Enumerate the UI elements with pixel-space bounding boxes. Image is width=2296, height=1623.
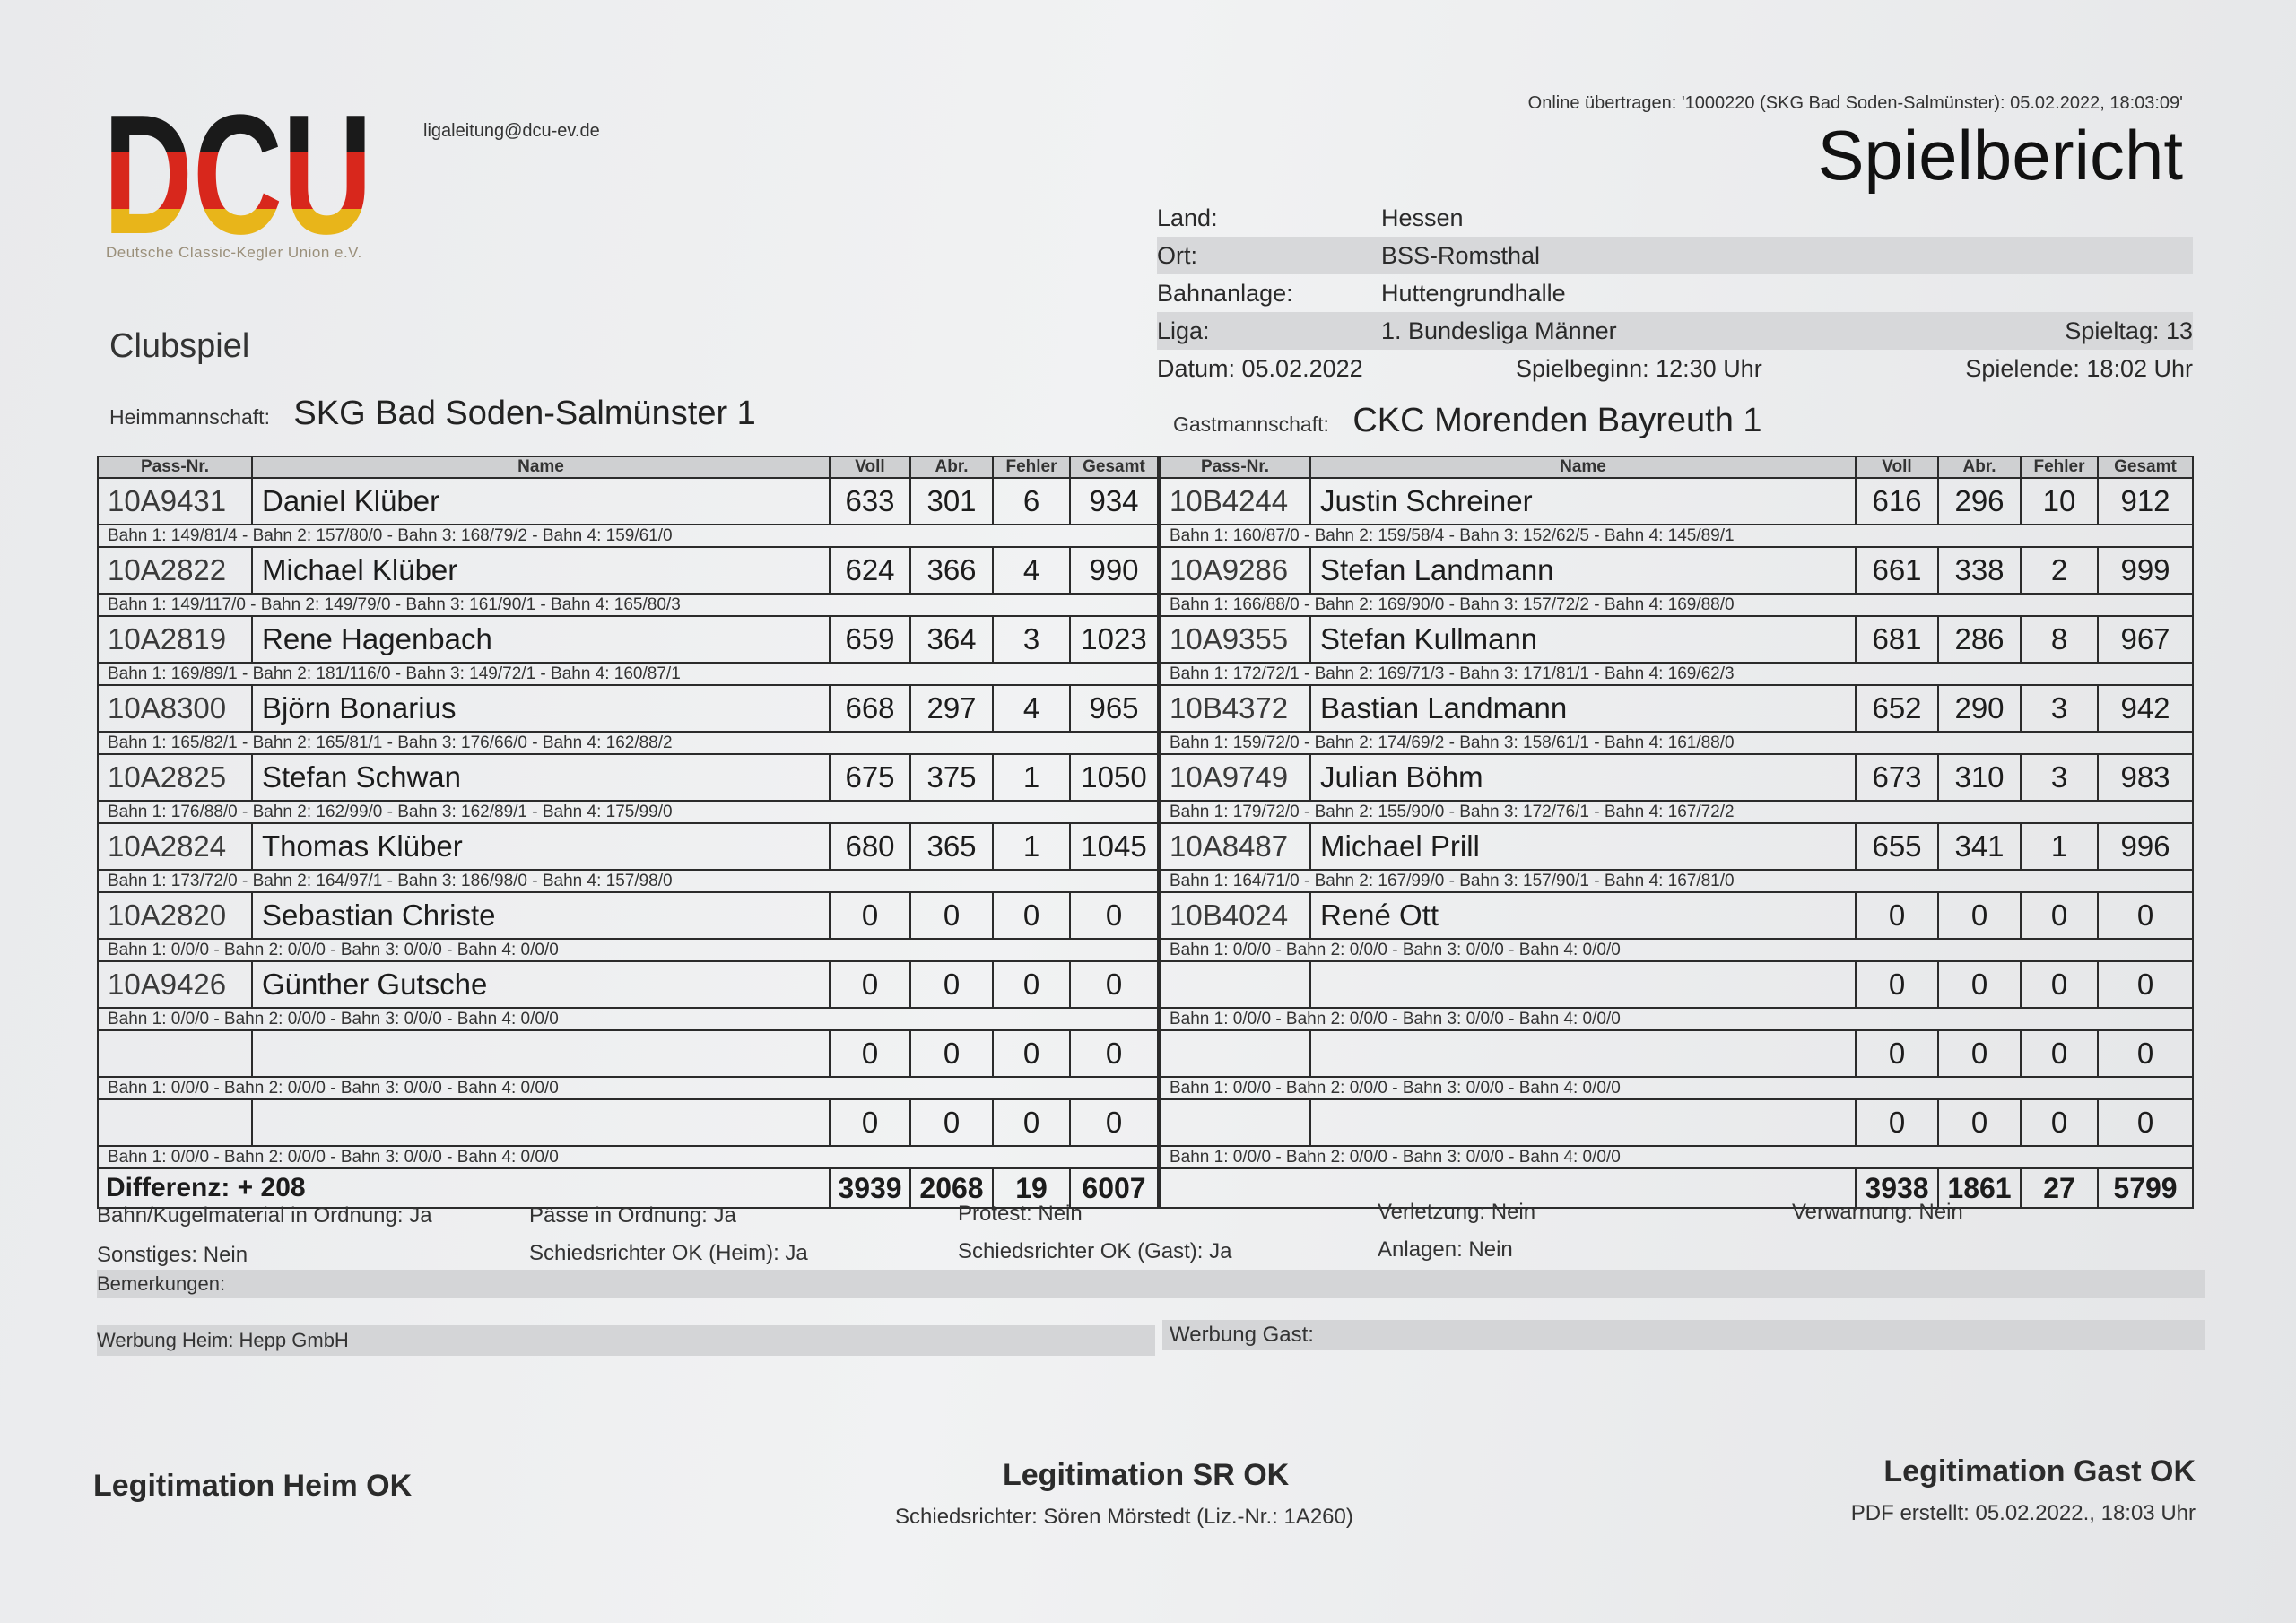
player-bahn-detail: Bahn 1: 0/0/0 - Bahn 2: 0/0/0 - Bahn 3: 0/0/0 - Bahn 4: 0/0/0 [98, 1008, 1158, 1030]
player-abr: 301 [910, 478, 993, 525]
guest-bahn-row [1160, 801, 2193, 823]
datum: Datum: 05.02.2022 [1157, 355, 1363, 382]
player-name: Daniel Klüber [252, 478, 830, 525]
col-voll: Voll [830, 456, 910, 478]
home-player-row [98, 478, 1158, 525]
player-pass-nr [98, 1030, 252, 1077]
guest-player-row [1160, 754, 2193, 801]
player-voll: 0 [1856, 961, 1938, 1008]
player-fehler: 0 [993, 1030, 1070, 1077]
player-fehler: 3 [2021, 685, 2098, 732]
player-pass-nr [1160, 1030, 1310, 1077]
guest-team-header [1173, 402, 1762, 440]
flag-protest: Protest: Nein [958, 1202, 1083, 1226]
player-name: Michael Prill [1310, 823, 1856, 870]
player-name: Justin Schreiner [1310, 478, 1856, 525]
info-row-ort [1157, 237, 2193, 274]
player-gesamt: 1050 [1070, 754, 1158, 801]
col-abr: Abr. [1938, 456, 2021, 478]
player-bahn-detail: Bahn 1: 172/72/1 - Bahn 2: 169/71/3 - Bahn 3: 171/81/1 - Bahn 4: 169/62/3 [1160, 663, 2193, 685]
player-fehler: 10 [2021, 478, 2098, 525]
player-abr: 341 [1938, 823, 2021, 870]
flag-sr-gast: Schiedsrichter OK (Gast): Ja [958, 1239, 1232, 1263]
pdf-created: PDF erstellt: 05.02.2022., 18:03 Uhr [1850, 1501, 2196, 1525]
home-sum-fehler: 19 [993, 1168, 1070, 1208]
player-pass-nr: 10A8487 [1160, 823, 1310, 870]
werbung-gast: Werbung Gast: [1162, 1320, 2205, 1350]
schiedsrichter: Schiedsrichter: Sören Mörstedt (Liz.-Nr.: 1A260) [895, 1505, 1353, 1529]
player-pass-nr [98, 1099, 252, 1146]
player-gesamt: 1045 [1070, 823, 1158, 870]
player-abr: 290 [1938, 685, 2021, 732]
player-gesamt: 0 [1070, 1099, 1158, 1146]
info-row-datum [1157, 350, 2193, 387]
home-bahn-row [98, 1146, 1158, 1168]
player-fehler: 0 [2021, 892, 2098, 939]
werbung-heim: Werbung Heim: Hepp GmbH [97, 1325, 1155, 1356]
player-gesamt: 0 [1070, 892, 1158, 939]
home-bahn-row [98, 939, 1158, 961]
land-label: Land: [1157, 204, 1218, 231]
guest-player-row [1160, 1099, 2193, 1146]
legitimation-gast: Legitimation Gast OK [1883, 1454, 2196, 1488]
home-sum-gesamt: 6007 [1070, 1168, 1158, 1208]
home-player-row [98, 892, 1158, 939]
home-bahn-row [98, 1008, 1158, 1030]
player-bahn-detail: Bahn 1: 179/72/0 - Bahn 2: 155/90/0 - Bahn 3: 172/76/1 - Bahn 4: 167/72/2 [1160, 801, 2193, 823]
player-voll: 0 [830, 1030, 910, 1077]
info-row-bahnanlage [1157, 274, 2193, 312]
player-voll: 0 [1856, 1099, 1938, 1146]
legitimation-heim: Legitimation Heim OK [93, 1469, 413, 1503]
player-voll: 661 [1856, 547, 1938, 594]
player-abr: 0 [1938, 1099, 2021, 1146]
player-bahn-detail: Bahn 1: 0/0/0 - Bahn 2: 0/0/0 - Bahn 3: 0/0/0 - Bahn 4: 0/0/0 [98, 1146, 1158, 1168]
guest-bahn-row [1160, 525, 2193, 547]
player-gesamt: 0 [2098, 892, 2193, 939]
home-bahn-row [98, 732, 1158, 754]
player-abr: 0 [910, 892, 993, 939]
legitimation-sr: Legitimation SR OK [1003, 1458, 1290, 1492]
player-name [1310, 961, 1856, 1008]
difference: Differenz: + 208 [98, 1168, 830, 1208]
player-pass-nr: 10A2820 [98, 892, 252, 939]
player-bahn-detail: Bahn 1: 0/0/0 - Bahn 2: 0/0/0 - Bahn 3: 0/0/0 - Bahn 4: 0/0/0 [1160, 1146, 2193, 1168]
player-fehler: 0 [2021, 961, 2098, 1008]
player-bahn-detail: Bahn 1: 166/88/0 - Bahn 2: 169/90/0 - Bahn 3: 157/72/2 - Bahn 4: 169/88/0 [1160, 594, 2193, 616]
home-bahn-row [98, 525, 1158, 547]
bahnanlage-value: Huttengrundhalle [1381, 280, 1566, 307]
player-fehler: 3 [2021, 754, 2098, 801]
col-gesamt: Gesamt [1070, 456, 1158, 478]
player-gesamt: 0 [2098, 1030, 2193, 1077]
home-player-row [98, 685, 1158, 732]
player-gesamt: 0 [1070, 961, 1158, 1008]
bahnanlage-label: Bahnanlage: [1157, 280, 1293, 307]
player-bahn-detail: Bahn 1: 0/0/0 - Bahn 2: 0/0/0 - Bahn 3: 0/0/0 - Bahn 4: 0/0/0 [1160, 1008, 2193, 1030]
player-fehler: 8 [2021, 616, 2098, 663]
home-bahn-row [98, 594, 1158, 616]
player-voll: 624 [830, 547, 910, 594]
player-voll: 0 [1856, 892, 1938, 939]
home-table-header [98, 456, 1158, 478]
home-bahn-row [98, 1077, 1158, 1099]
player-voll: 680 [830, 823, 910, 870]
liga-label: Liga: [1157, 317, 1210, 344]
player-name [252, 1099, 830, 1146]
player-voll: 0 [830, 1099, 910, 1146]
player-abr: 286 [1938, 616, 2021, 663]
player-gesamt: 934 [1070, 478, 1158, 525]
player-abr: 365 [910, 823, 993, 870]
player-gesamt: 1023 [1070, 616, 1158, 663]
player-voll: 659 [830, 616, 910, 663]
player-name: Rene Hagenbach [252, 616, 830, 663]
col-pass: Pass-Nr. [98, 456, 252, 478]
home-player-row [98, 616, 1158, 663]
player-gesamt: 999 [2098, 547, 2193, 594]
player-gesamt: 996 [2098, 823, 2193, 870]
player-voll: 633 [830, 478, 910, 525]
player-pass-nr: 10A9431 [98, 478, 252, 525]
player-name: Thomas Klüber [252, 823, 830, 870]
guest-player-row [1160, 685, 2193, 732]
guest-sum-abr: 1861 [1938, 1168, 2021, 1208]
player-abr: 0 [1938, 892, 2021, 939]
home-player-row [98, 961, 1158, 1008]
player-gesamt: 942 [2098, 685, 2193, 732]
player-pass-nr: 10A2819 [98, 616, 252, 663]
guest-sum-voll: 3938 [1856, 1168, 1938, 1208]
player-bahn-detail: Bahn 1: 165/82/1 - Bahn 2: 165/81/1 - Bahn 3: 176/66/0 - Bahn 4: 162/88/2 [98, 732, 1158, 754]
col-fehler: Fehler [993, 456, 1070, 478]
guest-bahn-row [1160, 870, 2193, 892]
player-fehler: 2 [2021, 547, 2098, 594]
player-pass-nr [1160, 961, 1310, 1008]
player-voll: 681 [1856, 616, 1938, 663]
player-pass-nr: 10A2825 [98, 754, 252, 801]
online-transmit-note: Online übertragen: '1000220 (SKG Bad Soden-Salmünster): 05.02.2022, 18:03:09' [1527, 93, 2183, 113]
match-info [1157, 199, 2193, 387]
guest-player-row [1160, 547, 2193, 594]
player-voll: 0 [830, 892, 910, 939]
player-abr: 296 [1938, 478, 2021, 525]
guest-sum-gesamt: 5799 [2098, 1168, 2193, 1208]
spieltag: Spieltag: 13 [2065, 317, 2193, 344]
player-name: Stefan Kullmann [1310, 616, 1856, 663]
col-gesamt: Gesamt [2098, 456, 2193, 478]
flag-verletzung: Verletzung: Nein [1378, 1200, 1536, 1224]
player-pass-nr [1160, 1099, 1310, 1146]
player-voll: 616 [1856, 478, 1938, 525]
guest-bahn-row [1160, 1146, 2193, 1168]
flag-paesse: Pässe in Ordnung: Ja [529, 1203, 736, 1228]
land-value: Hessen [1381, 204, 1464, 231]
player-pass-nr: 10A9355 [1160, 616, 1310, 663]
home-player-row [98, 1030, 1158, 1077]
player-gesamt: 0 [2098, 1099, 2193, 1146]
player-fehler: 4 [993, 547, 1070, 594]
player-bahn-detail: Bahn 1: 0/0/0 - Bahn 2: 0/0/0 - Bahn 3: 0/0/0 - Bahn 4: 0/0/0 [98, 1077, 1158, 1099]
guest-bahn-row [1160, 939, 2193, 961]
guest-bahn-row [1160, 1008, 2193, 1030]
player-gesamt: 983 [2098, 754, 2193, 801]
player-name: René Ott [1310, 892, 1856, 939]
player-bahn-detail: Bahn 1: 0/0/0 - Bahn 2: 0/0/0 - Bahn 3: 0/0/0 - Bahn 4: 0/0/0 [1160, 939, 2193, 961]
guest-player-row [1160, 1030, 2193, 1077]
player-abr: 0 [1938, 961, 2021, 1008]
player-bahn-detail: Bahn 1: 173/72/0 - Bahn 2: 164/97/1 - Bahn 3: 186/98/0 - Bahn 4: 157/98/0 [98, 870, 1158, 892]
player-bahn-detail: Bahn 1: 149/81/4 - Bahn 2: 157/80/0 - Bahn 3: 168/79/2 - Bahn 4: 159/61/0 [98, 525, 1158, 547]
player-bahn-detail: Bahn 1: 159/72/0 - Bahn 2: 174/69/2 - Bahn 3: 158/61/1 - Bahn 4: 161/88/0 [1160, 732, 2193, 754]
player-gesamt: 0 [1070, 1030, 1158, 1077]
player-gesamt: 0 [2098, 961, 2193, 1008]
home-score-table [97, 456, 1159, 1209]
guest-player-row [1160, 892, 2193, 939]
player-name: Günther Gutsche [252, 961, 830, 1008]
player-fehler: 0 [993, 892, 1070, 939]
player-fehler: 0 [993, 961, 1070, 1008]
spielbeginn: Spielbeginn: 12:30 Uhr [1516, 355, 1762, 382]
guest-team-label: Gastmannschaft: [1173, 412, 1329, 436]
home-team-name: SKG Bad Soden-Salmünster 1 [293, 395, 756, 432]
player-name: Sebastian Christe [252, 892, 830, 939]
player-name [1310, 1099, 1856, 1146]
info-row-liga [1157, 312, 2193, 350]
player-abr: 364 [910, 616, 993, 663]
player-name: Stefan Landmann [1310, 547, 1856, 594]
player-fehler: 4 [993, 685, 1070, 732]
player-bahn-detail: Bahn 1: 149/117/0 - Bahn 2: 149/79/0 - Bahn 3: 161/90/1 - Bahn 4: 165/80/3 [98, 594, 1158, 616]
col-name: Name [1310, 456, 1856, 478]
guest-player-row [1160, 616, 2193, 663]
home-sum-abr: 2068 [910, 1168, 993, 1208]
page-title: Spielbericht [1817, 116, 2183, 195]
player-gesamt: 912 [2098, 478, 2193, 525]
player-gesamt: 965 [1070, 685, 1158, 732]
player-abr: 0 [910, 1099, 993, 1146]
player-voll: 673 [1856, 754, 1938, 801]
guest-score-table [1159, 456, 2194, 1209]
player-name: Björn Bonarius [252, 685, 830, 732]
guest-table-header [1160, 456, 2193, 478]
player-voll: 0 [830, 961, 910, 1008]
player-gesamt: 990 [1070, 547, 1158, 594]
player-bahn-detail: Bahn 1: 160/87/0 - Bahn 2: 159/58/4 - Bahn 3: 152/62/5 - Bahn 4: 145/89/1 [1160, 525, 2193, 547]
guest-bahn-row [1160, 732, 2193, 754]
player-pass-nr: 10B4372 [1160, 685, 1310, 732]
logo-letters: DCU [103, 112, 372, 269]
player-fehler: 0 [993, 1099, 1070, 1146]
logo-tagline: Deutsche Classic-Kegler Union e.V. [106, 244, 362, 261]
guest-sum-row [1160, 1168, 2193, 1208]
match-type: Clubspiel [109, 327, 250, 365]
player-voll: 0 [1856, 1030, 1938, 1077]
player-pass-nr: 10A8300 [98, 685, 252, 732]
home-bahn-row [98, 870, 1158, 892]
player-name [1310, 1030, 1856, 1077]
home-sum-voll: 3939 [830, 1168, 910, 1208]
player-voll: 652 [1856, 685, 1938, 732]
guest-sum-fehler: 27 [2021, 1168, 2098, 1208]
player-bahn-detail: Bahn 1: 0/0/0 - Bahn 2: 0/0/0 - Bahn 3: 0/0/0 - Bahn 4: 0/0/0 [98, 939, 1158, 961]
player-fehler: 3 [993, 616, 1070, 663]
col-name: Name [252, 456, 830, 478]
player-name: Stefan Schwan [252, 754, 830, 801]
home-player-row [98, 823, 1158, 870]
player-bahn-detail: Bahn 1: 169/89/1 - Bahn 2: 181/116/0 - Bahn 3: 149/72/1 - Bahn 4: 160/87/1 [98, 663, 1158, 685]
player-fehler: 6 [993, 478, 1070, 525]
guest-player-row [1160, 823, 2193, 870]
player-voll: 655 [1856, 823, 1938, 870]
guest-player-row [1160, 961, 2193, 1008]
player-pass-nr: 10A2822 [98, 547, 252, 594]
col-abr: Abr. [910, 456, 993, 478]
player-fehler: 0 [2021, 1030, 2098, 1077]
guest-bahn-row [1160, 663, 2193, 685]
home-player-row [98, 1099, 1158, 1146]
player-bahn-detail: Bahn 1: 176/88/0 - Bahn 2: 162/99/0 - Bahn 3: 162/89/1 - Bahn 4: 175/99/0 [98, 801, 1158, 823]
player-pass-nr: 10A9286 [1160, 547, 1310, 594]
home-team-label: Heimmannschaft: [109, 405, 270, 429]
player-fehler: 1 [993, 754, 1070, 801]
email-link[interactable]: ligaleitung@dcu-ev.de [423, 121, 600, 141]
player-gesamt: 967 [2098, 616, 2193, 663]
col-voll: Voll [1856, 456, 1938, 478]
ort-value: BSS-Romsthal [1381, 242, 1541, 269]
info-row-land [1157, 199, 2193, 237]
home-player-row [98, 547, 1158, 594]
player-abr: 0 [910, 1030, 993, 1077]
player-abr: 0 [1938, 1030, 2021, 1077]
ort-label: Ort: [1157, 242, 1197, 269]
spielende: Spielende: 18:02 Uhr [1965, 355, 2193, 382]
player-voll: 668 [830, 685, 910, 732]
flag-bahnmaterial: Bahn/Kugelmaterial in Ordnung: Ja [97, 1203, 432, 1228]
player-pass-nr: 10A2824 [98, 823, 252, 870]
guest-team-name: CKC Morenden Bayreuth 1 [1352, 402, 1762, 439]
flag-verwarnung: Verwarnung: Nein [1792, 1200, 1963, 1224]
guest-bahn-row [1160, 1077, 2193, 1099]
player-name [252, 1030, 830, 1077]
home-bahn-row [98, 801, 1158, 823]
guest-bahn-row [1160, 594, 2193, 616]
player-name: Julian Böhm [1310, 754, 1856, 801]
remarks-field: Bemerkungen: [97, 1270, 2205, 1298]
flag-sonstiges: Sonstiges: Nein [97, 1243, 248, 1267]
player-pass-nr: 10B4024 [1160, 892, 1310, 939]
player-abr: 375 [910, 754, 993, 801]
home-bahn-row [98, 663, 1158, 685]
player-bahn-detail: Bahn 1: 164/71/0 - Bahn 2: 167/99/0 - Bahn 3: 157/90/1 - Bahn 4: 167/81/0 [1160, 870, 2193, 892]
player-fehler: 1 [2021, 823, 2098, 870]
flag-sr-heim: Schiedsrichter OK (Heim): Ja [529, 1241, 808, 1265]
player-abr: 0 [910, 961, 993, 1008]
player-abr: 338 [1938, 547, 2021, 594]
player-fehler: 1 [993, 823, 1070, 870]
player-name: Bastian Landmann [1310, 685, 1856, 732]
player-abr: 310 [1938, 754, 2021, 801]
player-bahn-detail: Bahn 1: 0/0/0 - Bahn 2: 0/0/0 - Bahn 3: 0/0/0 - Bahn 4: 0/0/0 [1160, 1077, 2193, 1099]
home-player-row [98, 754, 1158, 801]
player-voll: 675 [830, 754, 910, 801]
col-pass: Pass-Nr. [1160, 456, 1310, 478]
player-abr: 366 [910, 547, 993, 594]
player-abr: 297 [910, 685, 993, 732]
player-pass-nr: 10A9749 [1160, 754, 1310, 801]
home-team-header [109, 395, 756, 433]
player-fehler: 0 [2021, 1099, 2098, 1146]
player-pass-nr: 10B4244 [1160, 478, 1310, 525]
guest-player-row [1160, 478, 2193, 525]
flag-anlagen: Anlagen: Nein [1378, 1237, 1513, 1262]
player-name: Michael Klüber [252, 547, 830, 594]
liga-value: 1. Bundesliga Männer [1381, 317, 1617, 344]
col-fehler: Fehler [2021, 456, 2098, 478]
player-pass-nr: 10A9426 [98, 961, 252, 1008]
